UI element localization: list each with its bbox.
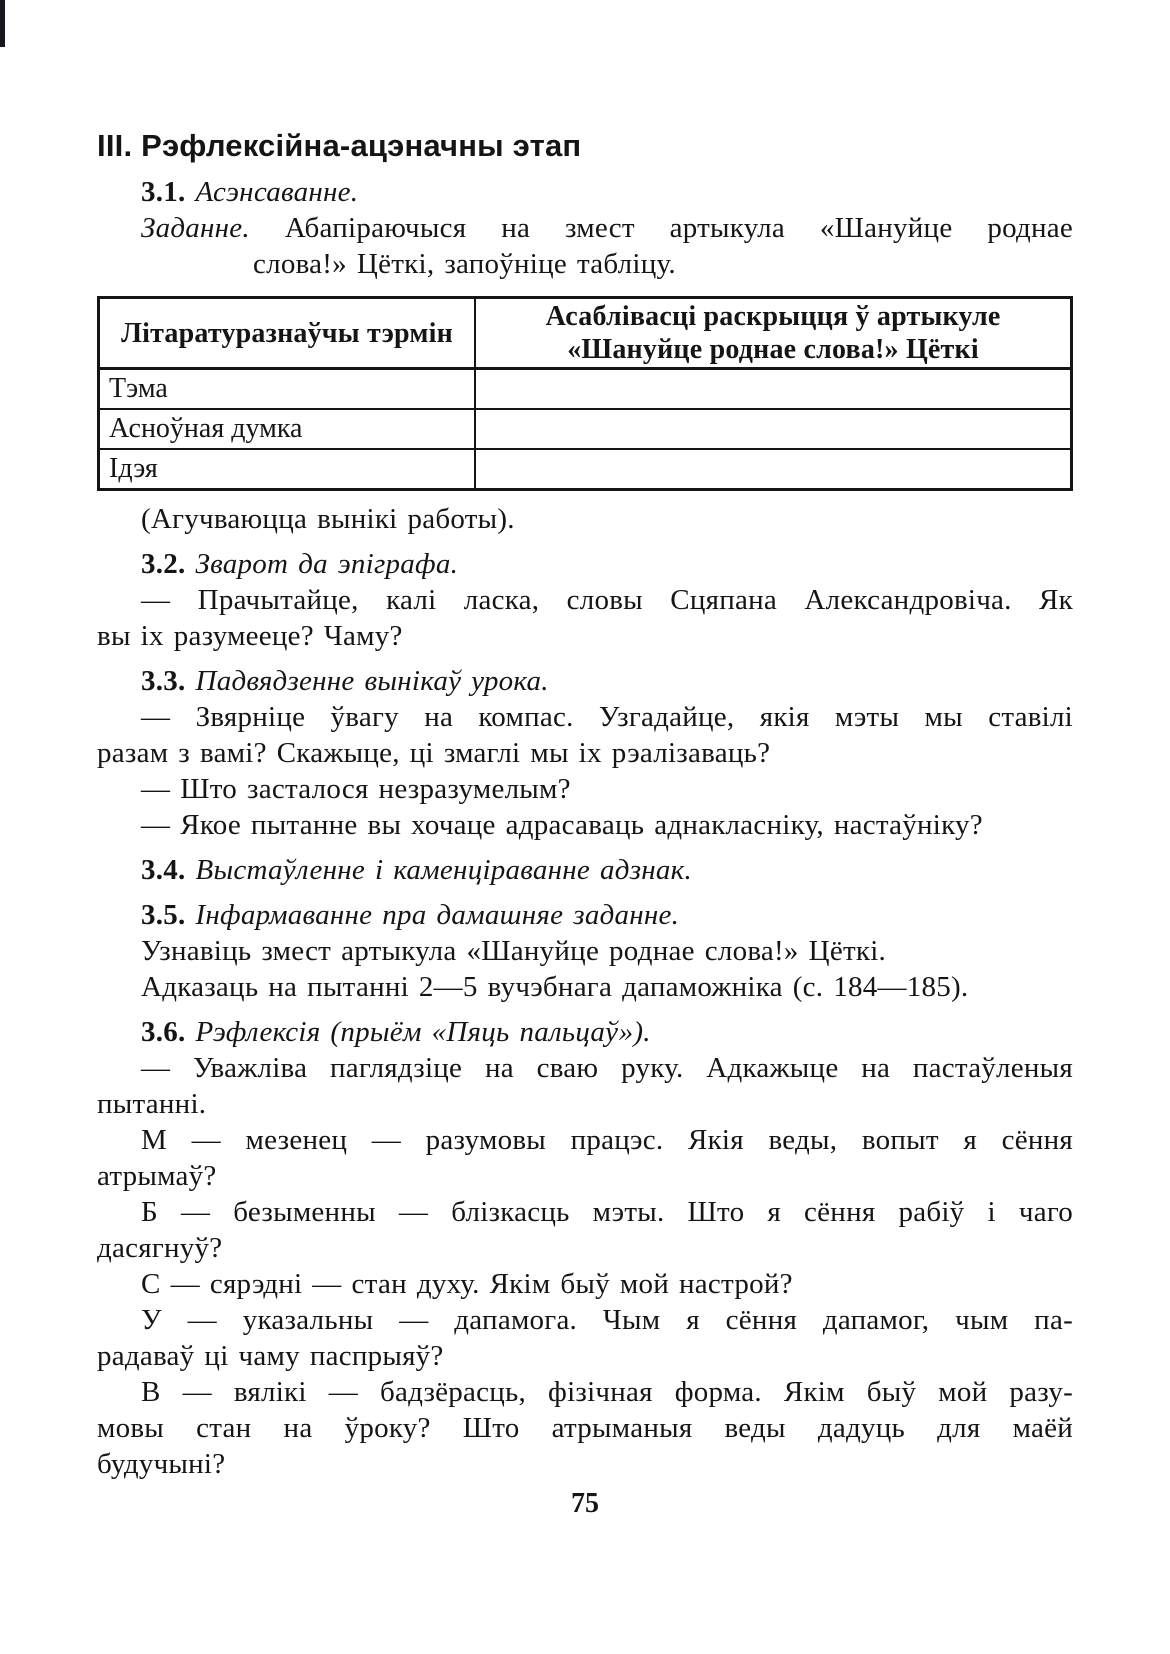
table-header-features-line-1: Асаблівасці раскрыцця ў артыкуле [545, 301, 1001, 332]
dialog-3-2-line-2: вы іх разумееце? Чаму? [97, 620, 403, 652]
dialog-3-3-a-line-2: разам з вамі? Скажыце, ці змаглі мы іх рэалізаваць? [97, 737, 771, 769]
table-cell-value-empty [475, 409, 1071, 449]
subsection-3-1 [97, 174, 1073, 210]
stage-heading: III. Рэфлексійна-ацэначны этап [97, 128, 582, 163]
table-row-asnownaya-dumka [99, 409, 1072, 449]
table-row-tema [99, 369, 1072, 410]
finger-u-line-2: радаваў ці чаму паспрыяў? [97, 1340, 444, 1372]
finger-s-line: С — сярэдні — стан духу. Якім быў мой настрой? [141, 1268, 793, 1300]
table-header-term-label: Літаратуразнаўчы тэрмін [121, 317, 453, 349]
subsection-3-1-title: Асэнсаванне. [195, 176, 359, 208]
results-note: (Агучваюцца вынікі работы). [141, 503, 515, 535]
subsection-3-1-number: 3.1. [141, 176, 186, 208]
table-header-row [99, 298, 1072, 369]
subsection-3-2 [97, 546, 1073, 582]
subsection-3-5 [97, 897, 1073, 933]
subsection-3-4-number: 3.4. [141, 854, 186, 886]
subsection-3-4-title: Выстаўленне і каменціраванне адзнак. [195, 854, 692, 886]
table-cell-value-empty [475, 449, 1071, 490]
subsection-3-3-number: 3.3. [141, 665, 186, 697]
subsection-3-3-title: Падвядзенне вынікаў урока. [195, 665, 549, 697]
homework-line-2: Адказаць на пытанні 2—5 вучэбнага дапаможніка (с. 184—185). [141, 971, 969, 1003]
finger-v-line-3: будучыні? [97, 1448, 226, 1480]
task-text: Абапіраючыся на змест артыкула «Шануйце роднае [284, 212, 1073, 244]
subsection-3-5-number: 3.5. [141, 899, 186, 931]
table-header-features-line-2: «Шануйце роднае слова!» Цёткі [567, 334, 979, 365]
page-number: 75 [571, 1488, 599, 1519]
subsection-3-3 [97, 663, 1073, 699]
subsection-3-4 [97, 852, 1073, 888]
finger-m-line-2: атрымаў? [97, 1160, 217, 1192]
task-paragraph-line-2: слова!» Цёткі, запоўніце табліцу. [253, 248, 676, 280]
table-cell-term: Тэма [99, 369, 476, 410]
task-lead: Заданне. [141, 212, 250, 244]
finger-b-line-2: дасягнуў? [97, 1232, 223, 1264]
dialog-3-2-line-1: — Прачытайце, калі ласка, словы Сцяпана Александровіча. Як [141, 584, 1073, 616]
table-row-ideya [99, 449, 1072, 490]
finger-m-line-1: М — мезенец — разумовы працэс. Якія веды, вопыт я сёння [141, 1124, 1073, 1156]
table-header-features [475, 298, 1071, 369]
task-paragraph-line-1 [97, 210, 1073, 246]
analysis-table [97, 296, 1073, 491]
subsection-3-6 [97, 1014, 1073, 1050]
homework-line-1: Узнавіць змест артыкула «Шануйце роднае слова!» Цёткі. [141, 935, 887, 967]
table-cell-value-empty [475, 369, 1071, 410]
table-cell-term: Асноўная думка [99, 409, 476, 449]
finger-v-line-1: В — вялікі — бадзёрасць, фізічная форма. Якім быў мой разу- [141, 1376, 1073, 1408]
dialog-3-3-b: — Што засталося незразумелым? [141, 773, 571, 805]
subsection-3-6-title: Рэфлексія (прыём «Пяць пальцаў»). [195, 1016, 651, 1048]
table-cell-term: Ідэя [99, 449, 476, 490]
dialog-3-6-line-1: — Уважліва паглядзіце на сваю руку. Адкажыце на пастаўленыя [141, 1052, 1073, 1084]
table-header-term [99, 298, 476, 369]
subsection-3-6-number: 3.6. [141, 1016, 186, 1048]
dialog-3-3-c: — Якое пытанне вы хочаце адрасаваць аднакласніку, настаўніку? [141, 809, 983, 841]
finger-u-line-1: У — указальны — дапамога. Чым я сёння дапамог, чым па- [141, 1304, 1073, 1336]
finger-b-line-1: Б — безыменны — блізкасць мэты. Што я сёння рабіў і чаго [141, 1196, 1073, 1228]
finger-v-line-2: мовы стан на ўроку? Што атрыманыя веды дадуць для маёй [97, 1412, 1073, 1444]
subsection-3-5-title: Інфармаванне пра дамашняе заданне. [195, 899, 680, 931]
scan-edge-artifact [0, 0, 5, 47]
subsection-3-2-title: Зварот да эпіграфа. [195, 548, 459, 580]
subsection-3-2-number: 3.2. [141, 548, 186, 580]
dialog-3-6-line-2: пытанні. [97, 1088, 207, 1120]
dialog-3-3-a-line-1: — Звярніце ўвагу на компас. Узгадайце, якія мэты мы ставілі [141, 701, 1073, 733]
